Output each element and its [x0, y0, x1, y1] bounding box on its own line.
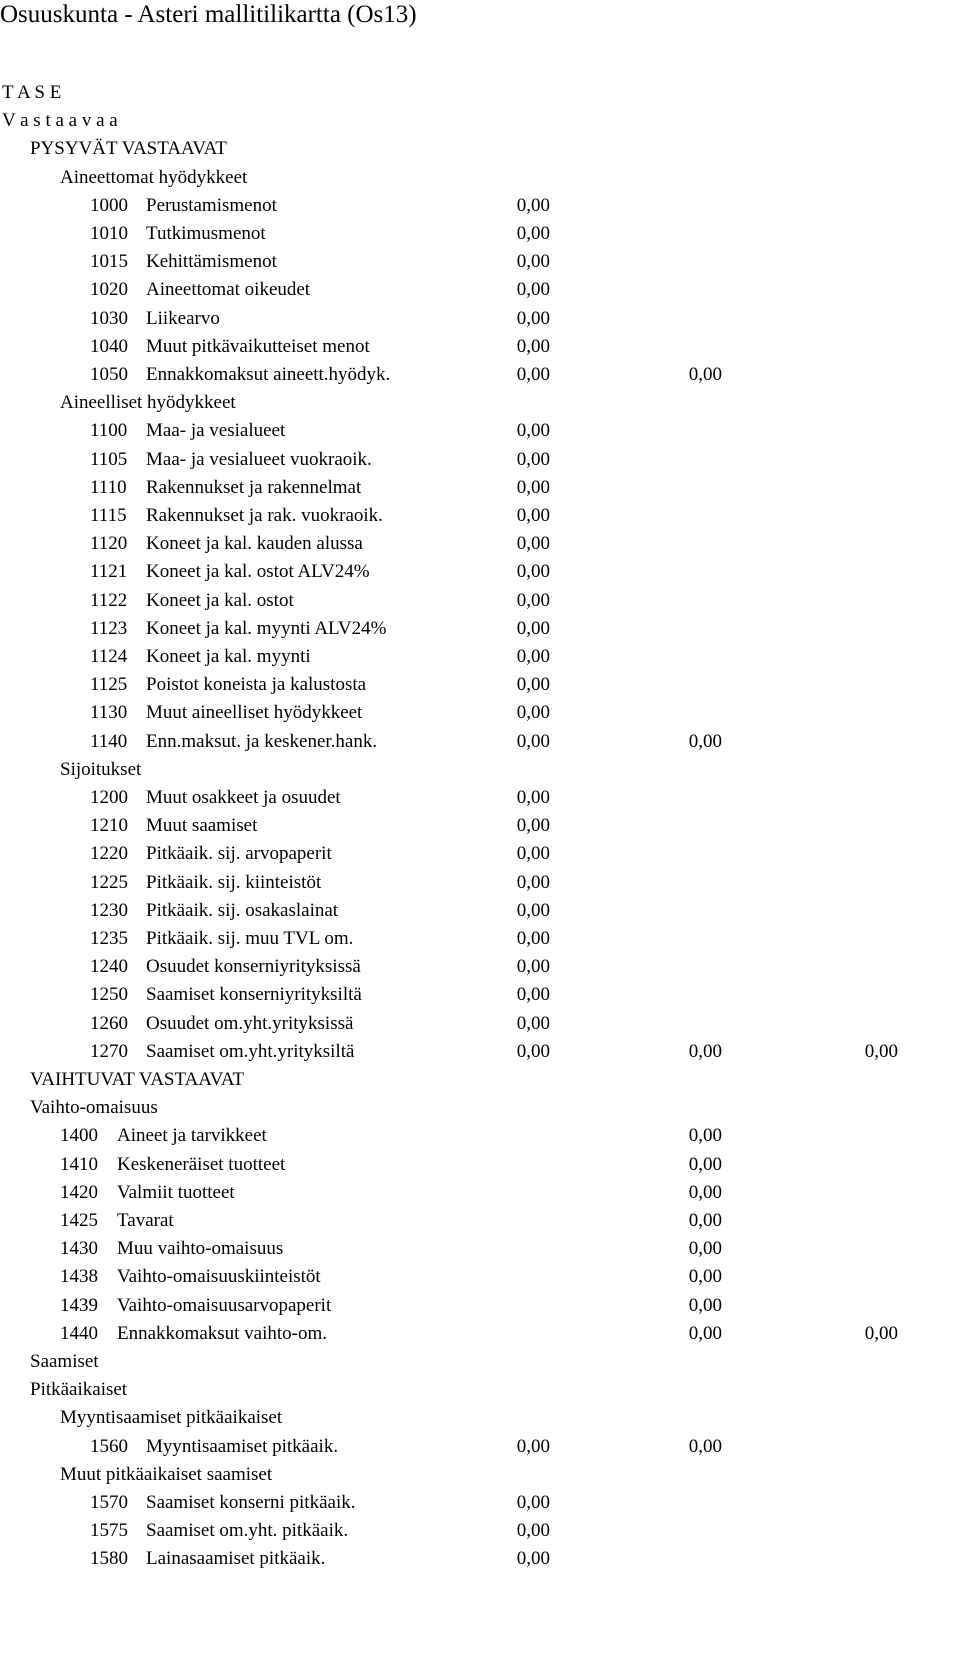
account-balance: 0,00 [516, 448, 550, 470]
account-code: 1200 [90, 787, 128, 808]
account-name: Saamiset om.yht.yrityksiltä [146, 1040, 355, 1062]
account-code: 1560 [90, 1435, 128, 1457]
account-row [0, 1516, 960, 1545]
account-name: Poistot koneista ja kalustosta [146, 674, 367, 696]
account-row [0, 1206, 960, 1235]
account-row [0, 1319, 960, 1348]
account-name: Rakennukset ja rakennelmat [146, 476, 362, 498]
account-row [0, 1234, 960, 1263]
account-code: 1010 [90, 223, 128, 244]
account-code: 1260 [90, 1012, 128, 1034]
account-name: Muut aineelliset hyödykkeet [146, 702, 363, 724]
account-balance: 0,00 [688, 1238, 722, 1260]
account-row [0, 811, 960, 840]
heading-text: Sijoitukset [60, 758, 142, 780]
account-row [0, 416, 960, 445]
section-heading [0, 1403, 960, 1432]
section-heading [0, 1065, 960, 1094]
account-name: Enn.maksut. ja keskener.hank. [146, 730, 378, 752]
account-code: 1110 [90, 476, 127, 498]
account-code: 1580 [90, 1548, 128, 1570]
account-balance: 0,00 [864, 1040, 898, 1062]
section-heading [0, 163, 960, 192]
account-name: Pitkäaik. sij. muu TVL om. [146, 928, 354, 949]
account-name: Tavarat [117, 1210, 174, 1231]
account-balance: 0,00 [688, 1181, 722, 1203]
account-balance: 0,00 [516, 533, 550, 555]
account-balance: 0,00 [688, 1435, 722, 1457]
account-row [0, 614, 960, 643]
account-code: 1123 [90, 617, 128, 639]
account-balance: 0,00 [516, 1492, 550, 1513]
account-row [0, 1544, 960, 1573]
account-row [0, 698, 960, 727]
account-balance: 0,00 [516, 561, 550, 583]
account-row [0, 924, 960, 953]
account-code: 1210 [90, 815, 128, 837]
account-row [0, 557, 960, 586]
account-code: 1438 [60, 1266, 98, 1288]
account-code: 1130 [90, 702, 128, 724]
account-balance: 0,00 [516, 223, 550, 244]
account-row [0, 1037, 960, 1066]
account-name: Muu vaihto-omaisuus [117, 1238, 284, 1260]
account-row [0, 191, 960, 220]
account-balance: 0,00 [516, 1435, 550, 1457]
account-row [0, 304, 960, 333]
heading-text: Myyntisaamiset pitkäaikaiset [60, 1407, 283, 1429]
account-row [0, 868, 960, 897]
account-row [0, 445, 960, 474]
account-name: Muut osakkeet ja osuudet [146, 787, 341, 808]
account-name: Perustamismenot [146, 194, 277, 216]
account-row [0, 247, 960, 276]
account-code: 1570 [90, 1492, 128, 1513]
account-name: Osuudet om.yht.yrityksissä [146, 1012, 354, 1034]
account-name: Lainasaamiset pitkäaik. [146, 1548, 326, 1570]
account-name: Koneet ja kal. ostot ALV24% [146, 561, 370, 583]
account-balance: 0,00 [516, 420, 550, 442]
account-row [0, 332, 960, 361]
account-name: Valmiit tuotteet [117, 1181, 235, 1203]
account-code: 1250 [90, 984, 128, 1006]
account-name: Myyntisaamiset pitkäaik. [146, 1435, 339, 1457]
account-balance: 0,00 [516, 194, 550, 216]
account-balance: 0,00 [516, 871, 550, 893]
account-balance: 0,00 [516, 476, 550, 498]
account-name: Pitkäaik. sij. arvopaperit [146, 843, 332, 865]
account-row [0, 529, 960, 558]
section-heading [0, 1347, 960, 1376]
account-row [0, 1121, 960, 1150]
account-code: 1240 [90, 956, 128, 978]
account-code: 1430 [60, 1238, 98, 1260]
account-name: Vaihto-omaisuuskiinteistöt [117, 1266, 321, 1288]
account-balance: 0,00 [516, 702, 550, 724]
account-code: 1125 [90, 674, 128, 696]
account-balance: 0,00 [516, 251, 550, 273]
account-balance: 0,00 [516, 646, 550, 667]
account-row [0, 896, 960, 925]
account-balance: 0,00 [688, 1322, 722, 1344]
heading-text: Aineettomat hyödykkeet [60, 166, 248, 188]
account-balance: 0,00 [516, 928, 550, 949]
section-heading [0, 134, 960, 163]
account-name: Koneet ja kal. myynti ALV24% [146, 617, 387, 639]
account-code: 1121 [90, 561, 128, 583]
account-balance: 0,00 [688, 1210, 722, 1231]
account-name: Muut saamiset [146, 815, 258, 837]
account-code: 1410 [60, 1153, 98, 1175]
account-balance: 0,00 [516, 617, 550, 639]
account-row [0, 586, 960, 615]
account-name: Liikearvo [146, 307, 220, 329]
heading-text: PYSYVÄT VASTAAVAT [30, 138, 227, 160]
heading-text: Saamiset [30, 1351, 99, 1372]
account-code: 1030 [90, 307, 128, 329]
account-name: Saamiset om.yht. pitkäaik. [146, 1520, 349, 1542]
account-row [0, 839, 960, 868]
account-name: Koneet ja kal. ostot [146, 589, 294, 611]
account-balance: 0,00 [688, 1125, 722, 1147]
account-row [0, 473, 960, 502]
account-balance: 0,00 [688, 730, 722, 752]
account-name: Koneet ja kal. kauden alussa [146, 533, 363, 555]
account-name: Saamiset konserniyrityksiltä [146, 984, 362, 1006]
account-code: 1050 [90, 364, 128, 385]
account-code: 1100 [90, 420, 128, 442]
account-balance: 0,00 [516, 815, 550, 837]
account-row [0, 980, 960, 1009]
account-balance: 0,00 [688, 364, 722, 385]
account-row [0, 642, 960, 671]
account-row [0, 360, 960, 389]
account-code: 1105 [90, 448, 128, 470]
account-code: 1122 [90, 589, 128, 611]
account-balance: 0,00 [516, 843, 550, 865]
account-row [0, 219, 960, 248]
account-code: 1225 [90, 871, 128, 893]
account-code: 1400 [60, 1125, 98, 1147]
account-row [0, 1262, 960, 1291]
account-name: Osuudet konserniyrityksissä [146, 956, 361, 978]
account-balance: 0,00 [516, 1012, 550, 1034]
account-code: 1120 [90, 533, 128, 555]
account-code: 1140 [90, 730, 128, 752]
account-balance: 0,00 [516, 505, 550, 526]
account-name: Saamiset konserni pitkäaik. [146, 1492, 356, 1513]
section-heading [0, 106, 960, 135]
heading-text: VAIHTUVAT VASTAAVAT [30, 1069, 245, 1090]
account-balance: 0,00 [516, 589, 550, 611]
section-heading [0, 1093, 960, 1122]
account-name: Maa- ja vesialueet vuokraoik. [146, 448, 372, 470]
section-heading [0, 78, 960, 107]
account-balance: 0,00 [516, 730, 550, 752]
account-name: Ennakkomaksut vaihto-om. [117, 1322, 328, 1344]
account-row [0, 1488, 960, 1517]
account-balance: 0,00 [688, 1294, 722, 1316]
account-name: Pitkäaik. sij. kiinteistöt [146, 871, 322, 893]
account-code: 1000 [90, 194, 128, 216]
account-name: Kehittämismenot [146, 251, 277, 273]
heading-text: T A S E [2, 82, 62, 103]
section-heading [0, 388, 960, 417]
account-code: 1420 [60, 1181, 98, 1203]
account-code: 1040 [90, 335, 128, 357]
account-code: 1575 [90, 1520, 128, 1542]
account-balance: 0,00 [688, 1040, 722, 1062]
account-code: 1115 [90, 505, 127, 526]
account-name: Aineettomat oikeudet [146, 279, 311, 301]
account-balance: 0,00 [516, 335, 550, 357]
account-row [0, 783, 960, 812]
account-row [0, 501, 960, 530]
heading-text: Pitkäaikaiset [30, 1379, 128, 1401]
account-row [0, 1150, 960, 1179]
heading-text: Aineelliset hyödykkeet [60, 392, 236, 414]
account-row [0, 670, 960, 699]
account-balance: 0,00 [516, 899, 550, 921]
account-row [0, 727, 960, 756]
account-balance: 0,00 [516, 307, 550, 329]
account-name: Aineet ja tarvikkeet [117, 1125, 267, 1147]
account-row [0, 1291, 960, 1320]
account-balance: 0,00 [516, 1040, 550, 1062]
section-heading [0, 1375, 960, 1404]
section-heading [0, 755, 960, 784]
account-name: Ennakkomaksut aineett.hyödyk. [146, 364, 391, 385]
account-balance: 0,00 [688, 1153, 722, 1175]
account-row [0, 1432, 960, 1461]
account-name: Pitkäaik. sij. osakaslainat [146, 899, 339, 921]
account-name: Maa- ja vesialueet [146, 420, 286, 442]
account-balance: 0,00 [516, 364, 550, 385]
heading-text: V a s t a a v a a [2, 110, 118, 132]
account-balance: 0,00 [516, 984, 550, 1006]
account-balance: 0,00 [516, 1548, 550, 1570]
account-code: 1439 [60, 1294, 98, 1316]
account-code: 1015 [90, 251, 128, 273]
heading-text: Vaihto-omaisuus [30, 1097, 158, 1119]
account-code: 1270 [90, 1040, 128, 1062]
account-balance: 0,00 [516, 787, 550, 808]
account-balance: 0,00 [864, 1322, 898, 1344]
account-row [0, 275, 960, 304]
account-code: 1124 [90, 646, 128, 667]
account-balance: 0,00 [516, 956, 550, 978]
account-name: Koneet ja kal. myynti [146, 646, 311, 667]
account-balance: 0,00 [516, 674, 550, 696]
account-balance: 0,00 [516, 279, 550, 301]
account-code: 1230 [90, 899, 128, 921]
account-code: 1235 [90, 928, 128, 949]
account-row [0, 1009, 960, 1038]
document-title: Osuuskunta - Asteri mallitilikartta (Os13) [0, 1, 417, 28]
account-code: 1440 [60, 1322, 98, 1344]
account-row [0, 952, 960, 981]
account-code: 1020 [90, 279, 128, 301]
account-code: 1220 [90, 843, 128, 865]
heading-text: Muut pitkäaikaiset saamiset [60, 1463, 273, 1485]
account-name: Muut pitkävaikutteiset menot [146, 335, 370, 357]
account-code: 1425 [60, 1210, 98, 1231]
account-name: Rakennukset ja rak. vuokraoik. [146, 505, 383, 526]
section-heading [0, 1460, 960, 1489]
account-name: Tutkimusmenot [146, 223, 266, 244]
account-name: Keskeneräiset tuotteet [117, 1153, 286, 1175]
account-balance: 0,00 [688, 1266, 722, 1288]
account-row [0, 1178, 960, 1207]
account-name: Vaihto-omaisuusarvopaperit [117, 1294, 332, 1316]
account-balance: 0,00 [516, 1520, 550, 1542]
